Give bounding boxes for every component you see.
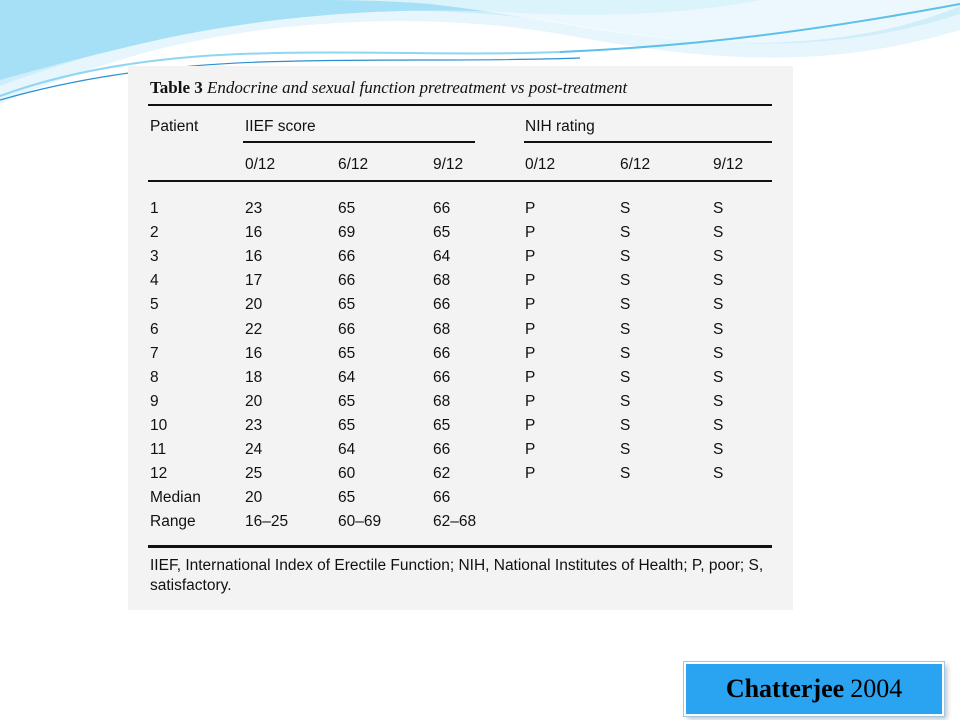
table-cell-nih: P [525,224,536,242]
table-cell-iief: 68 [433,392,451,410]
table-caption [150,78,627,98]
table-cell-iief: 66 [433,200,451,217]
table-cell-patient: 6 [150,320,159,338]
table-cell-iief: 68 [433,272,451,290]
table-cell-iief: 65 [433,416,451,434]
table-cell-iief: 69 [338,224,356,242]
table-cell-nih: P [525,272,536,290]
table-cell-iief: 24 [245,441,263,458]
table-cell-nih: P [525,296,536,314]
table-cell-iief: 62–68 [433,513,477,531]
table-cell-iief: 65 [338,416,356,434]
header-patient: Patient [150,118,199,135]
header-iief-0-12: 0/12 [245,156,276,173]
table-cell-iief: 66 [433,441,451,458]
table-cell-iief: 65 [338,392,356,410]
table-cell-patient: 11 [150,441,167,458]
table-cell-nih: P [525,465,536,483]
table-cell-nih: P [525,441,536,458]
citation-year: 2004 [850,674,903,703]
table-cell-iief: 18 [245,368,263,386]
table-cell-nih: P [525,344,536,362]
table-cell-iief: 16 [245,344,263,362]
table-cell-nih: S [713,272,724,290]
table-cell-iief: 17 [245,272,263,290]
table-cell-iief: 65 [338,344,356,362]
table-cell-iief: 20 [245,489,263,507]
table-cell-nih: S [620,344,631,362]
table-cell-iief: 23 [245,200,263,217]
citation-author: Chatterjee [725,674,845,703]
table-footnote: IIEF, International Index of Erectile Function; NIH, National Institutes of Health; P, poor; S, satisfactory. [150,557,764,594]
table-cell-iief: 60 [338,465,356,483]
table-cell-nih: S [713,416,724,434]
table-cell-nih: S [713,441,724,458]
table-cell-nih: S [713,368,724,386]
table-cell-patient: 12 [150,465,168,483]
table-cell-nih: S [620,248,631,266]
table-cell-iief: 66 [338,248,356,266]
table-cell-patient: 4 [150,272,159,290]
table-cell-iief: 68 [433,320,451,338]
table-cell-iief: 66 [338,272,356,290]
table-cell-iief: 65 [338,296,356,314]
table-cell-nih: P [525,248,536,266]
table-cell-patient: 10 [150,416,168,434]
table-cell-patient: Range [150,513,196,531]
table-cell-patient: 8 [150,368,159,386]
table-cell-nih: P [525,200,536,217]
table-cell-patient: 3 [150,248,159,266]
top-rule [148,104,772,106]
table-cell-patient: 1 [150,200,159,217]
table-cell-iief: 62 [433,465,451,483]
table-cell-iief: 25 [245,465,263,483]
header-nih-9-12: 9/12 [713,156,744,173]
table-cell-nih: S [713,392,724,410]
header-rule [148,180,772,182]
table-cell-nih: S [620,368,631,386]
table-cell-nih: P [525,416,536,434]
table-cell-nih: S [713,344,724,362]
table-cell-nih: S [713,465,724,483]
table-cell-nih: S [620,224,631,242]
table-cell-iief: 65 [338,489,356,507]
table-label: Table 3 [150,78,203,97]
table-cell-nih: S [620,465,631,483]
table-cell-iief: 65 [338,200,356,217]
table-cell-iief: 66 [433,489,451,507]
header-nih-0-12: 0/12 [525,156,556,173]
table-cell-iief: 16–25 [245,513,289,531]
header-iief-9-12: 9/12 [433,156,464,173]
nih-header-rule [524,141,772,143]
table-cell-iief: 64 [433,248,451,266]
table-cell-iief: 66 [338,320,356,338]
iief-header-rule [243,141,475,143]
header-nih-rating: NIH rating [525,118,595,135]
table-cell-iief: 64 [338,368,356,386]
table-cell-nih: S [713,248,724,266]
header-iief-6-12: 6/12 [338,156,369,173]
header-iief-score: IIEF score [245,118,316,135]
table-cell-nih: P [525,368,536,386]
table-cell-nih: S [713,200,724,217]
table-cell-nih: S [620,441,631,458]
table-cell-iief: 66 [433,368,451,386]
table-cell-nih: P [525,392,536,410]
table-cell-iief: 66 [433,296,451,314]
table-cell-nih: S [620,296,631,314]
table-cell-nih: S [620,416,631,434]
table-cell-nih: S [713,320,724,338]
table-cell-nih: P [525,320,536,338]
table-cell-iief: 64 [338,441,356,458]
bottom-rule [148,545,772,548]
table-cell-nih: S [620,320,631,338]
table-cell-patient: 7 [150,344,159,362]
table-cell-iief: 65 [433,224,451,242]
table-cell-nih: S [713,296,724,314]
table-cell-nih: S [713,224,724,242]
table-cell-iief: 23 [245,416,263,434]
table-cell-iief: 16 [245,248,263,266]
table-cell-nih: S [620,392,631,410]
table-cell-iief: 16 [245,224,263,242]
table-cell-nih: S [620,272,631,290]
citation-box [684,662,944,716]
table-cell-iief: 20 [245,392,263,410]
table-cell-iief: 20 [245,296,263,314]
table-cell-iief: 22 [245,320,263,338]
table-cell-patient: Median [150,489,201,507]
table-cell-patient: 9 [150,392,159,410]
table-cell-patient: 5 [150,296,159,314]
table-title: Endocrine and sexual function pretreatment vs post-treatment [207,78,628,97]
table-cell-nih: S [620,200,631,217]
header-nih-6-12: 6/12 [620,156,651,173]
table-cell-iief: 60–69 [338,513,382,531]
table-cell-iief: 66 [433,344,451,362]
table-cell-patient: 2 [150,224,159,242]
table-image [128,66,793,610]
